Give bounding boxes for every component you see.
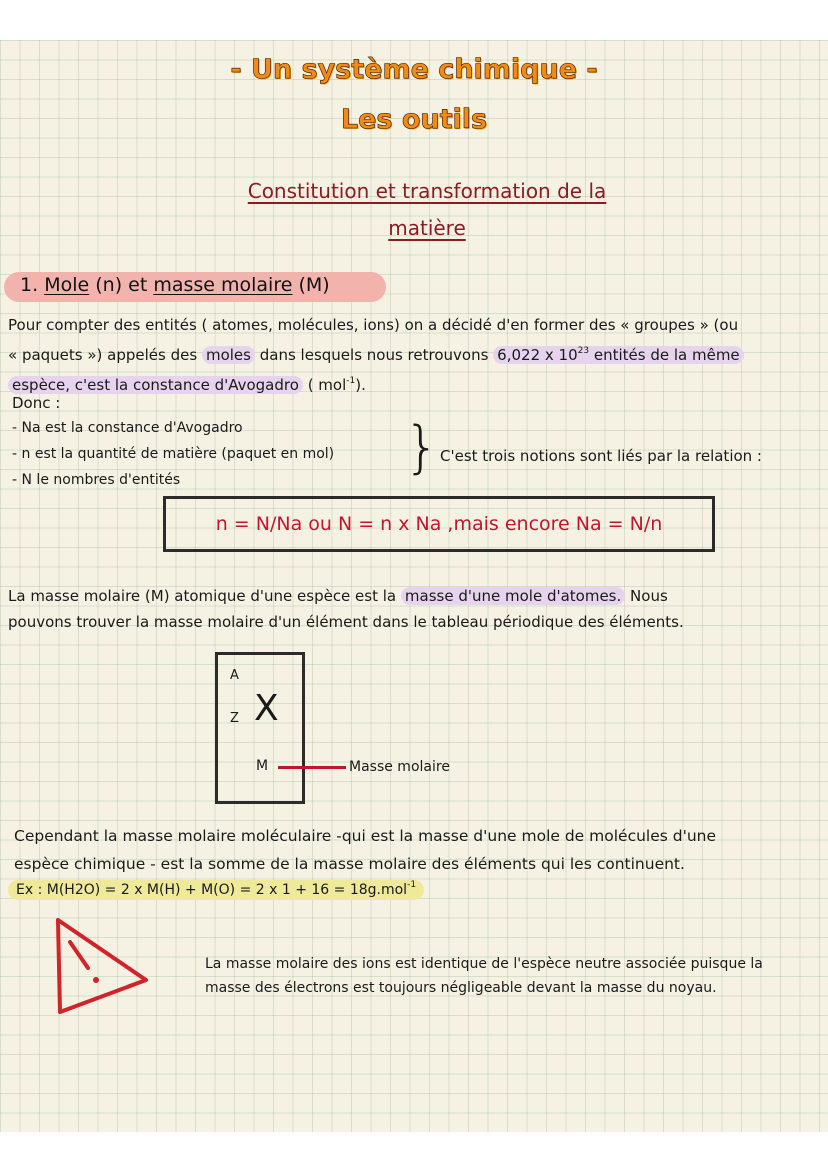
donc-list <box>12 415 334 493</box>
unit-exponent: -1 <box>346 376 356 386</box>
formula-text: n = N/Na ou N = n x Na ,mais encore Na = N/n <box>215 513 663 535</box>
curly-brace: } <box>404 415 440 480</box>
relation-text: C'est trois notions sont liés par la relation : <box>440 447 762 465</box>
warning-line-1: La masse molaire des ions est identique de l'espèce neutre associée puisque la <box>205 956 763 972</box>
section-word-masse-molaire: masse molaire <box>153 274 293 296</box>
moleculaire-line-2: espèce chimique - est la somme de la masse molaire des éléments qui les continuent. <box>14 855 685 873</box>
donc-label: Donc : <box>12 394 61 412</box>
formula-box <box>163 496 715 552</box>
intro-line-3 <box>8 368 820 398</box>
moleculaire-paragraph <box>14 822 820 878</box>
atomic-number-label: Z <box>230 711 239 726</box>
intro-text: « paquets ») appelés des <box>8 346 198 364</box>
warning-note <box>205 952 823 1000</box>
moleculaire-line-1: Cependant la masse molaire moléculaire -qui est la masse d'une mole de molécules d'une <box>14 827 717 845</box>
unit-text: ( mol <box>307 376 347 394</box>
avogadro-mantissa: 6,022 x 10 <box>497 346 578 364</box>
list-item: - N le nombres d'entités <box>12 472 181 488</box>
list-item: - Na est la constance d'Avogadro <box>12 420 243 436</box>
list-item: - n est la quantité de matière (paquet en mol) <box>12 446 335 462</box>
unit-close: ). <box>355 376 366 394</box>
masse-paragraph <box>8 583 820 635</box>
avogadro-exponent: 23 <box>577 346 590 356</box>
warning-line-2: masse des électrons est toujours négligeable devant la masse du noyau. <box>205 980 717 996</box>
intro-line-2 <box>8 338 820 368</box>
example-text: Ex : M(H2O) = 2 x M(H) + M(O) = 2 x 1 + 16 = 18g.mol <box>16 882 408 898</box>
intro-paragraph <box>8 312 820 398</box>
page-title-line2: Les outils <box>340 104 488 135</box>
masse-text: Nous <box>630 587 668 605</box>
intro-text: entités de la même <box>593 346 740 364</box>
masse-line-2: pouvons trouver la masse molaire d'un élément dans le tableau périodique des éléments. <box>8 613 684 631</box>
molar-mass-pointer-line <box>278 766 346 769</box>
intro-line-1: Pour compter des entités ( atomes, molécules, ions) on a décidé d'en former des « groupes » (ou <box>8 316 739 334</box>
example-line <box>8 880 424 898</box>
section-word-mole: Mole <box>44 274 90 296</box>
warning-triangle-outline <box>58 920 146 1012</box>
section-word-m: (M) <box>298 274 330 296</box>
masse-line-1 <box>8 583 820 609</box>
section-title <box>20 274 330 296</box>
highlight-masse-mole: masse d'une mole d'atomes. <box>401 587 625 605</box>
molar-mass-symbol: M <box>256 758 269 774</box>
warning-exclamation-dot <box>93 977 99 983</box>
highlight-avogadro-value <box>493 346 744 364</box>
mass-number-label: A <box>230 668 239 683</box>
highlight-moles: moles <box>202 346 255 364</box>
section-word-n: (n) et <box>95 274 148 296</box>
molar-mass-label: Masse molaire <box>349 759 450 775</box>
example-highlight <box>8 880 424 900</box>
notebook-page <box>0 40 828 1132</box>
section-number: 1. <box>20 274 39 296</box>
intro-text: dans lesquels nous retrouvons <box>259 346 489 364</box>
warning-triangle-icon <box>52 912 152 1018</box>
highlight-avogadro-def: espèce, c'est la constance d'Avogadro <box>8 376 303 394</box>
example-exponent: -1 <box>407 880 417 890</box>
masse-text: La masse molaire (M) atomique d'une espèce est la <box>8 587 397 605</box>
warning-exclamation-bar <box>70 942 88 968</box>
chapter-subtitle-line1: Constitution et transformation de la <box>247 179 607 203</box>
chapter-subtitle-line2: matière <box>388 216 466 240</box>
element-symbol: X <box>254 688 279 729</box>
page-title-line1: - Un système chimique - <box>230 54 598 85</box>
